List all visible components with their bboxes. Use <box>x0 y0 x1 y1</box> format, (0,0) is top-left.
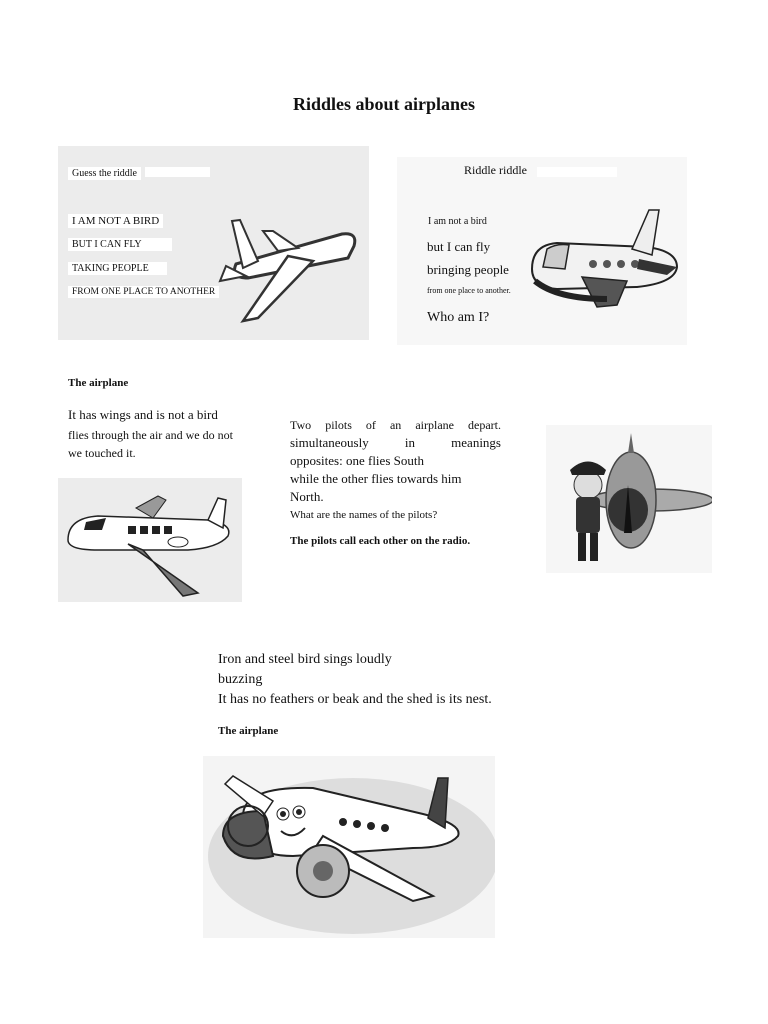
riddle-1-answer-label: The airplane <box>68 377 129 389</box>
riddle-2-line-2: simultaneously in meanings <box>290 435 501 450</box>
airplane-side-icon <box>58 478 242 602</box>
page-title: Riddles about airplanes <box>292 94 476 114</box>
riddle-3-answer: The airplane <box>218 725 279 737</box>
riddle-2-text <box>290 416 501 550</box>
card1-line-3: TAKING PEOPLE <box>68 262 167 275</box>
smiling-airplane-icon <box>203 756 495 938</box>
riddle-3-line-1: Iron and steel bird sings loudly <box>218 652 392 667</box>
riddle-1-line-3: we touched it. <box>68 446 136 460</box>
riddle-1-line-1: It has wings and is not a bird <box>68 407 218 422</box>
riddle-2-line-1: Two pilots of an airplane depart. <box>290 418 501 432</box>
riddle-2-question: What are the names of the pilots? <box>290 509 438 521</box>
riddle-2-answer: The pilots call each other on the radio. <box>290 535 471 547</box>
riddle-3-line-2: buzzing <box>218 672 263 687</box>
riddle-1-line-2: flies through the air and we do not <box>68 428 233 442</box>
riddle-2-line-5: North. <box>290 489 324 504</box>
riddle-3-image <box>203 756 495 938</box>
riddle-1-image <box>58 478 242 602</box>
card1-header: Guess the riddle <box>68 167 141 180</box>
card2-line-5: Who am I? <box>427 310 490 325</box>
riddle-3-line-3: It has no feathers or beak and the shed is its nest. <box>218 692 492 707</box>
riddle-2-line-4: while the other flies towards him <box>290 471 462 486</box>
riddle-2-image <box>546 425 712 573</box>
card2-line-4: from one place to another. <box>427 286 511 295</box>
card1-line-1: I AM NOT A BIRD <box>68 214 163 228</box>
airplane-sketch-icon <box>218 206 358 326</box>
card2-line-1: I am not a bird <box>428 216 487 227</box>
riddle-card-1 <box>58 146 369 340</box>
card2-line-3: bringing people <box>427 262 509 277</box>
card2-line-2: but I can fly <box>427 239 491 254</box>
riddle-2-line-3: opposites: one flies South <box>290 453 424 468</box>
riddle-card-2 <box>397 157 687 345</box>
card2-header: Riddle riddle <box>464 163 527 177</box>
card1-line-2: BUT I CAN FLY <box>68 238 172 251</box>
pilot-character-icon <box>546 425 712 573</box>
cartoon-airplane-icon <box>527 207 682 312</box>
card1-line-4: FROM ONE PLACE TO ANOTHER <box>68 286 219 298</box>
